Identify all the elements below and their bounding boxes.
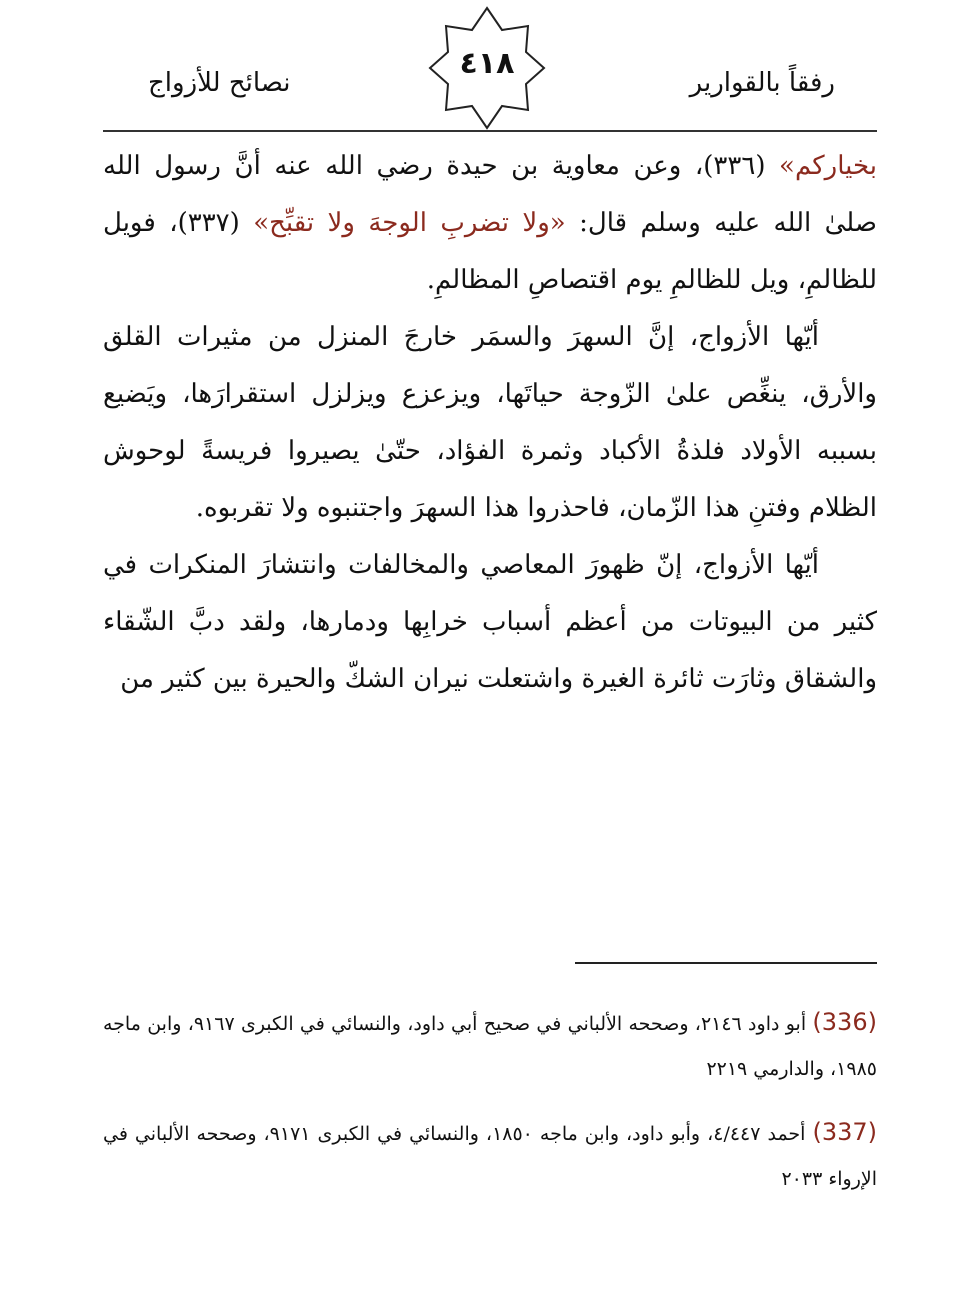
paragraph-text: (٣٣٦)، وعن معاوية بن حيدة رضي الله عنه أنَّ رسول الله صلىٰ الله عليه وسلم قال: bbox=[103, 151, 877, 238]
footnote-text: أبو داود ٢١٤٦، وصححه الألباني في صحيح أبي داود، والنسائي في الكبرى ٩١٦٧، وابن ماجه ١٩٨٥، والدارمي ٢٢١٩ bbox=[103, 1013, 877, 1080]
quote-fragment: بخياركم» bbox=[779, 151, 877, 181]
footnote-text: أحمد ٤/٤٤٧، وأبو داود، وابن ماجه ١٨٥٠، والنسائي في الكبرى ٩١٧١، وصححه الألباني في الإرواء ٢٠٣٣ bbox=[103, 1123, 877, 1190]
footnote-divider bbox=[575, 962, 877, 964]
paragraph-1 bbox=[103, 138, 877, 309]
header-right-title: رفقاً بالقوارير bbox=[689, 68, 835, 98]
paragraph-3: أيّها الأزواج، إنّ ظهورَ المعاصي والمخالفات وانتشارَ المنكرات في كثير من البيوتات من أعظم أسباب خرابِها ودمارها، ولقد دبَّ الشّقاء والشقاق وثارَت ثائرة الغيرة واشتعلت نيران الشكّ والحيرة بين كثير من bbox=[103, 550, 877, 694]
paragraph-text: (٣٣٧)، فويل للظالمِ، ويل للظالمِ يوم اقتصاصِ المظالمِ. bbox=[103, 208, 877, 295]
footnotes bbox=[103, 1000, 877, 1220]
page-number: ٤١٨ bbox=[459, 46, 515, 81]
paragraph-2: أيّها الأزواج، إنَّ السهرَ والسمَر خارجَ المنزل من مثيرات القلق والأرق، ينغِّص علىٰ الزّوجة حياتَها، ويزعزع ويزلزل استقرارَها، ويَضيع بسببه الأولاد فلذةُ الأكباد وثمرة الفؤاد، حتّىٰ يصيروا فريسةً لوحوش الظلام وفتنِ هذا الزّمان، فاحذروا هذا السهرَ واجتنبوه ولا تقربوه. bbox=[103, 322, 877, 523]
footnote-number: (337) bbox=[812, 1118, 878, 1146]
footnote-337 bbox=[103, 1110, 877, 1202]
footnote-number: (336) bbox=[812, 1008, 877, 1036]
header-left-title: نصائح للأزواج bbox=[148, 68, 291, 98]
hadith-quote: «ولا تضربِ الوجهَ ولا تقبِّح» bbox=[253, 208, 566, 238]
footnote-336 bbox=[103, 1000, 877, 1092]
body-text bbox=[103, 138, 877, 708]
header-divider bbox=[103, 130, 877, 132]
